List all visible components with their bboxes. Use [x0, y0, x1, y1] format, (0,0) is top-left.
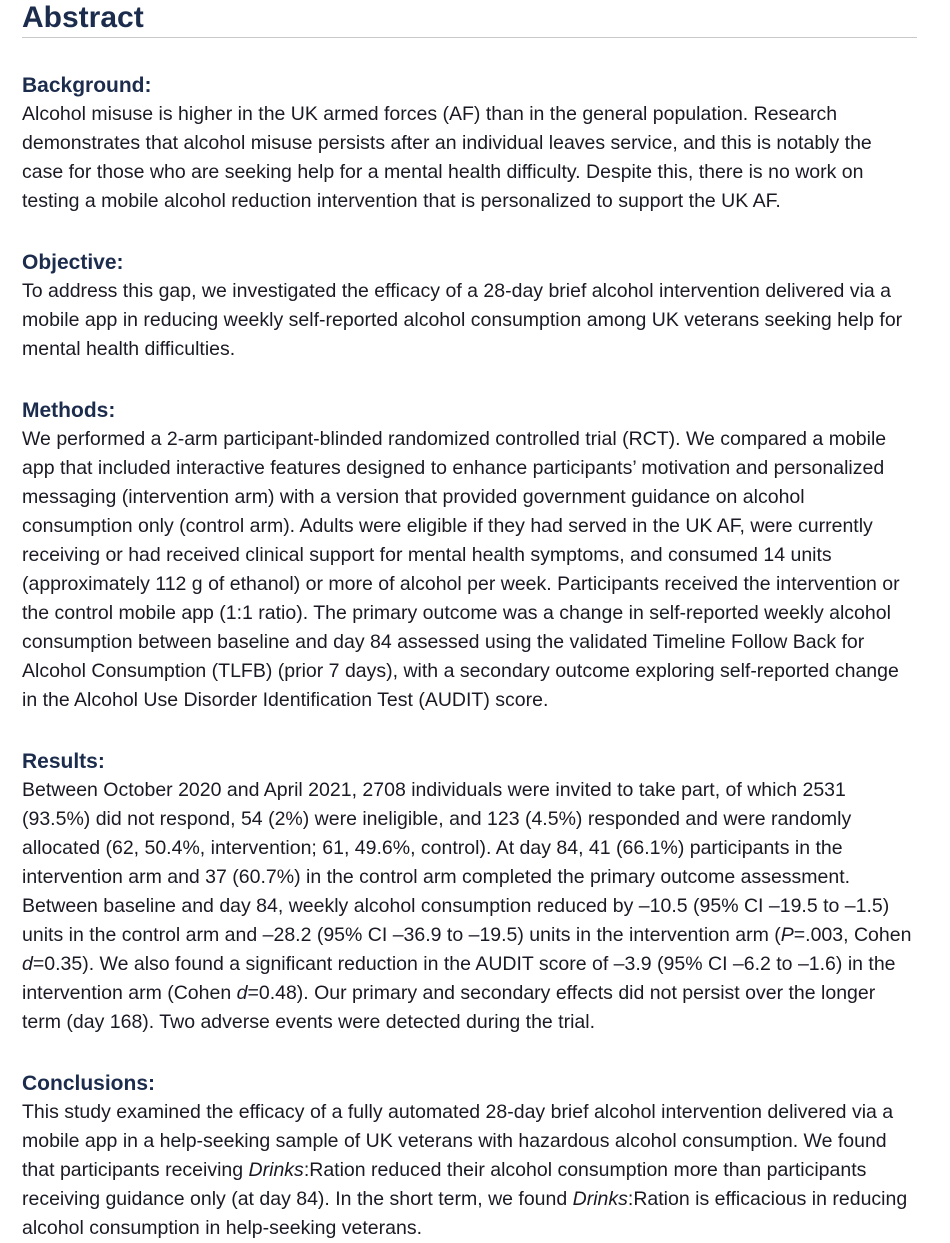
section-title: Objective:: [22, 251, 124, 274]
section-title: Methods:: [22, 399, 116, 422]
italic-term: d: [22, 953, 33, 975]
abstract-heading: Abstract: [22, 0, 917, 38]
section-results: [22, 748, 917, 1037]
body-text: :Ration is efficacious in reducing alcohol consumption in help-seeking veterans.: [22, 1188, 908, 1239]
body-text: =0.35). We also found a significant reduction in the AUDIT score of –3.9 (95% CI –6.2 to –1.6) in the intervention arm (Cohen: [22, 953, 896, 1004]
section-body: [22, 425, 917, 715]
body-text: Alcohol misuse is higher in the UK armed forces (AF) than in the general population. Research demonstrates that alcohol misuse persists after an individual leaves service, and this is notably the case for those who are seeking help for a mental health difficulty. Despite this, there is no work on testing a mobile alcohol reduction intervention that is personalized to support the UK AF.: [22, 103, 872, 212]
italic-term: Drinks: [248, 1159, 304, 1181]
body-text: =.003, Cohen: [793, 924, 912, 946]
body-text: Between October 2020 and April 2021, 2708 individuals were invited to take part, of which 2531 (93.5%) did not respond, 54 (2%) were ineligible, and 123 (4.5%) responded and were randomly allocated (62, 50.4%, intervention; 61, 49.6%, control). At day 84, 41 (66.1%) participants in the intervention arm and 37 (60.7%) in the control arm completed the primary outcome assessment. Between baseline and day 84, weekly alcohol consumption reduced by –10.5 (95% CI –19.5 to –1.5) units in the control arm and –28.2 (95% CI –36.9 to –19.5) units in the intervention arm (: [22, 779, 890, 946]
body-text: We performed a 2-arm participant-blinded randomized controlled trial (RCT). We compared a mobile app that included interactive features designed to enhance participants’ motivation and personalized messaging (intervention arm) with a version that provided government guidance on alcohol consumption only (control arm). Adults were eligible if they had served in the UK AF, were currently receiving or had received clinical support for mental health symptoms, and consumed 14 units (approximately 112 g of ethanol) or more of alcohol per week. Participants received the intervention or the control mobile app (1:1 ratio). The primary outcome was a change in self-reported weekly alcohol consumption between baseline and day 84 assessed using the validated Timeline Follow Back for Alcohol Consumption (TLFB) (prior 7 days), with a secondary outcome exploring self-reported change in the Alcohol Use Disorder Identification Test (AUDIT) score.: [22, 428, 900, 711]
body-text: =0.48). Our primary and secondary effects did not persist over the longer term (day 168). Two adverse events were detected during the trial.: [22, 982, 876, 1033]
section-background: [22, 72, 917, 216]
section-body: [22, 277, 917, 364]
italic-term: Drinks: [572, 1188, 628, 1210]
body-text: This study examined the efficacy of a fully automated 28-day brief alcohol intervention delivered via a mobile app in a help-seeking sample of UK veterans with hazardous alcohol consumption. We found that participants receiving: [22, 1101, 894, 1181]
section-title: Background:: [22, 74, 152, 97]
section-conclusions: [22, 1070, 917, 1243]
section-objective: [22, 249, 917, 364]
section-methods: [22, 397, 917, 715]
body-text: To address this gap, we investigated the efficacy of a 28-day brief alcohol intervention delivered via a mobile app in reducing weekly self-reported alcohol consumption among UK veterans seeking help for mental health difficulties.: [22, 280, 903, 360]
body-text: :Ration reduced their alcohol consumption more than participants receiving guidance only (at day 84). In the short term, we found: [22, 1159, 867, 1210]
section-title: Results:: [22, 750, 105, 773]
section-title: Conclusions:: [22, 1072, 156, 1095]
section-body: [22, 776, 917, 1037]
italic-term: P: [780, 924, 794, 946]
section-body: [22, 100, 917, 216]
abstract-sections: [22, 72, 917, 1243]
section-body: [22, 1098, 917, 1243]
italic-term: d: [236, 982, 248, 1004]
